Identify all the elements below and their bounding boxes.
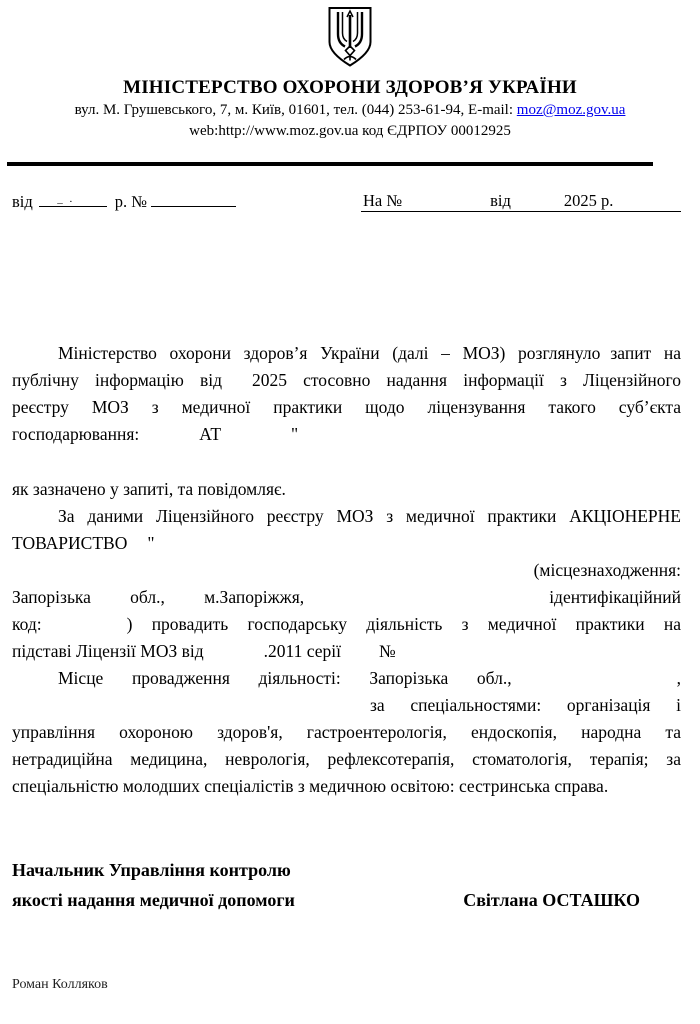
body-text: За даними Ліцензійного реєстру МОЗ з медичної практики АКЦІОНЕРНЕ — [58, 506, 681, 526]
body-text: публічну інформацію від — [12, 370, 222, 390]
reference-row — [12, 190, 681, 212]
body-text: ТОВАРИСТВО — [12, 533, 128, 553]
body-text: (місцезнаходження: — [533, 560, 681, 580]
header-rule — [7, 162, 653, 166]
body-text: як зазначено у запиті, та повідомляє. — [12, 479, 286, 499]
body-text: Міністерство охорони здоров’я України (далі – МОЗ) розглянуло — [58, 343, 601, 363]
incoming-number-label: На № — [363, 191, 403, 210]
body-text: " — [291, 424, 299, 444]
address-text: вул. М. Грушевського, 7, м. Київ, 01601, тел. (044) 253-61-94, E-mail: — [74, 102, 517, 118]
body-line — [12, 530, 681, 557]
body-text: АТ — [199, 424, 222, 444]
body-line — [12, 773, 681, 800]
body-line — [12, 665, 681, 692]
executor-name: Роман Колляков — [12, 977, 108, 992]
body-line — [12, 611, 681, 638]
web-line: web:http://www.moz.gov.ua код ЄДРПОУ 00012925 — [189, 123, 511, 139]
body-text: Запорізька обл., м.Запоріжжя, — [12, 587, 305, 607]
outgoing-date-label: від — [12, 192, 33, 211]
letter-body — [0, 340, 700, 800]
body-text: " — [147, 533, 155, 553]
body-text: код: — [12, 614, 42, 634]
body-text: Місце провадження діяльності: Запорізька обл., — [58, 668, 512, 688]
email-link[interactable]: moz@moz.gov.ua — [516, 102, 626, 118]
body-line — [12, 476, 681, 503]
body-line — [12, 719, 681, 746]
signature-block — [0, 855, 700, 915]
outgoing-date-blank — [39, 191, 107, 207]
body-line — [12, 638, 681, 665]
body-text: № — [378, 641, 396, 661]
signer-position-line1: Начальник Управління контролю — [12, 860, 291, 880]
body-text: 2025 стосовно надання інформації з Ліцензійного — [251, 370, 681, 390]
address-line — [0, 101, 700, 120]
body-text: управління охороною здоров'я, гастроентерологія, ендоскопія, народна та — [12, 722, 681, 742]
body-line — [12, 340, 681, 367]
body-line — [12, 692, 681, 719]
incoming-number-blank — [402, 191, 490, 211]
body-line — [12, 421, 681, 448]
body-text: ) провадить господарську діяльність з медичної практики на — [126, 614, 681, 634]
outgoing-reference — [12, 191, 236, 212]
signer-name: Світлана ОСТАШКО — [463, 890, 640, 910]
body-text: .2011 серії — [263, 641, 341, 661]
body-text: спеціальністю молодших спеціалістів з медичною освітою: сестринська справа. — [12, 776, 609, 796]
incoming-date-label: від — [490, 191, 511, 210]
signer-position-line2: якості надання медичної допомоги — [12, 890, 295, 910]
body-line — [12, 503, 681, 530]
body-text: , — [676, 668, 681, 688]
incoming-date-blank — [511, 191, 564, 211]
body-line — [12, 557, 681, 584]
ministry-title: МІНІСТЕРСТВО ОХОРОНИ ЗДОРОВ’Я УКРАЇНИ — [123, 77, 577, 98]
body-text: реєстру МОЗ з медичної практики щодо ліцензування такого суб’єкта — [12, 397, 681, 417]
ukraine-trident-emblem-icon — [327, 6, 373, 68]
body-line — [12, 367, 681, 394]
body-text: нетрадиційна медицина, неврологія, рефлексотерапія, стоматологія, терапія; за — [12, 749, 681, 769]
outgoing-number-label: р. № — [114, 192, 148, 211]
body-text: запит на — [610, 343, 681, 363]
body-line — [12, 584, 681, 611]
body-text: за спеціальностями: організація і — [370, 695, 681, 715]
body-text: господарювання: — [12, 424, 140, 444]
body-line — [12, 394, 681, 421]
outgoing-date-hint: _ . — [57, 193, 75, 205]
incoming-reference — [361, 191, 681, 212]
body-text: ідентифікаційний — [549, 587, 681, 607]
body-text: підставі Ліцензії МОЗ від — [12, 641, 204, 661]
incoming-year-label: 2025 р. — [563, 191, 614, 210]
outgoing-number-blank — [151, 191, 236, 207]
body-line — [12, 746, 681, 773]
